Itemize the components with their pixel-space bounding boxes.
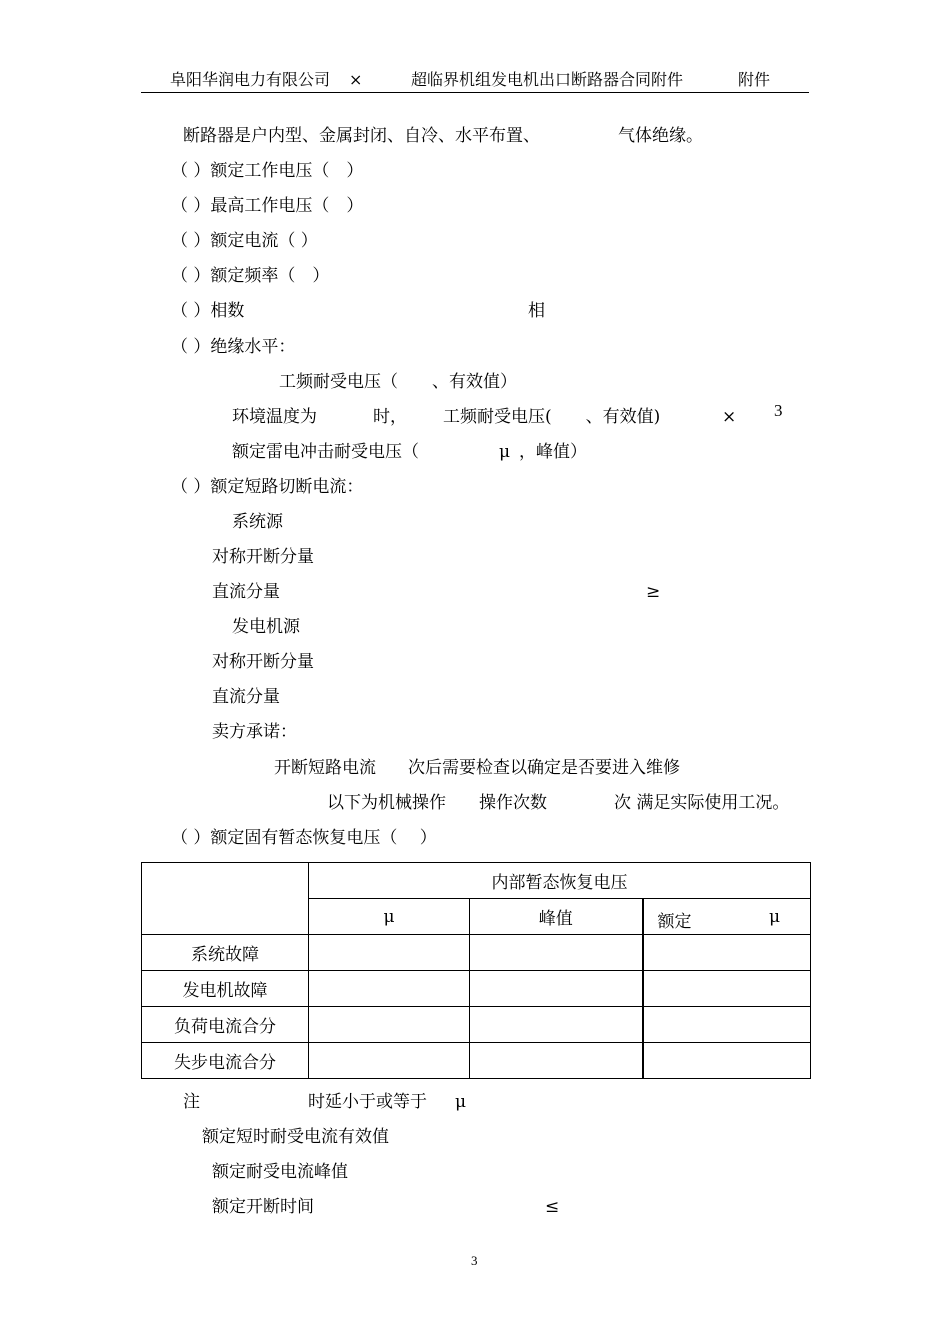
seller-commitment-label: 卖方承诺： — [212, 722, 297, 742]
ambient-temp-label: 环境温度为 — [232, 407, 317, 427]
dc-component-2: 直流分量 — [212, 687, 280, 707]
insulation-level-line: （ ）绝缘水平： — [171, 337, 296, 357]
power-frequency-withstand: 工频耐受电压（ 、有效值） — [279, 372, 517, 392]
note-delay-text: 时延小于或等于 — [308, 1092, 427, 1112]
table-row — [142, 971, 811, 1007]
short-circuit-breaking-line: （ ）额定短路切断电流： — [171, 477, 364, 497]
dc-component-ge: ≥ — [646, 582, 661, 602]
header-company: 阜阳华润电力有限公司 — [170, 70, 331, 89]
header-rule — [141, 92, 809, 93]
lightning-impulse-mu: μ — [499, 442, 511, 462]
table-row — [142, 1007, 811, 1043]
short-time-withstand-current: 额定短时耐受电流有效值 — [202, 1127, 389, 1147]
rated-break-time: 额定开断时间 — [212, 1197, 314, 1217]
page-number: 3 — [471, 1253, 478, 1268]
row-label-system-fault: 系统故障 — [142, 935, 309, 971]
trv-title: （ ）额定固有暂态恢复电压（ ） — [171, 828, 437, 848]
trv-col-rated-label: 额定 — [657, 912, 692, 932]
mechanical-operation: 以下为机械操作 — [327, 793, 446, 813]
symmetric-component-2: 对称开断分量 — [212, 652, 314, 672]
trv-col-peak: 峰值 — [470, 899, 643, 935]
trv-group-header: 内部暂态恢复电压 — [309, 863, 811, 899]
trv-table — [141, 862, 811, 1079]
rated-voltage-line: （ ）额定工作电压（ ） — [171, 161, 364, 181]
table-row — [142, 1043, 811, 1079]
generator-source-label: 发电机源 — [232, 617, 300, 637]
trv-col-mu: μ — [309, 899, 470, 935]
ambient-factor: 3 — [774, 401, 783, 420]
table-corner-cell — [142, 863, 309, 935]
intro-text: 断路器是户内型、金属封闭、自冷、水平布置、 — [183, 126, 540, 146]
symmetric-component-1: 对称开断分量 — [212, 547, 314, 567]
row-label-load-current: 负荷电流合分 — [142, 1007, 309, 1043]
commit-maintenance: 次后需要检查以确定是否要进入维修 — [408, 758, 680, 778]
header-section: 附件 — [738, 70, 771, 89]
commit-short-circuit: 开断短路电流 — [274, 758, 376, 778]
max-voltage-line: （ ）最高工作电压（ ） — [171, 196, 364, 216]
operation-count-unit: 次 满足实际使用工况。 — [614, 793, 790, 813]
ambient-multiply-symbol: × — [722, 407, 737, 427]
row-label-out-of-phase: 失步电流合分 — [142, 1043, 309, 1079]
phase-count-label: （ ）相数 — [171, 301, 245, 321]
system-source-label: 系统源 — [232, 512, 283, 532]
peak-withstand-current: 额定耐受电流峰值 — [212, 1162, 348, 1182]
trv-col-rated-mu: μ — [768, 907, 781, 927]
table-row — [142, 935, 811, 971]
trv-col-rated — [643, 899, 811, 935]
ambient-power-freq-withstand: 工频耐受电压( 、有效值) — [443, 407, 661, 427]
row-label-generator-fault: 发电机故障 — [142, 971, 309, 1007]
ambient-temp-when: 时， — [373, 407, 407, 427]
phase-count-unit: 相 — [528, 301, 545, 321]
rated-current-line: （ ）额定电流（ ） — [171, 231, 318, 251]
intro-text-end: 气体绝缘。 — [618, 126, 703, 146]
note-delay-mu: μ — [455, 1092, 467, 1112]
rated-frequency-line: （ ）额定频率（ ） — [171, 266, 330, 286]
header-contract-title: 超临界机组发电机出口断路器合同附件 — [411, 70, 684, 89]
header-symbol: × — [349, 70, 363, 89]
note-label: 注 — [183, 1092, 200, 1112]
break-time-le: ≤ — [545, 1197, 560, 1217]
lightning-impulse-label: 额定雷电冲击耐受电压（ — [232, 442, 419, 462]
lightning-impulse-peak: ，峰值） — [519, 442, 587, 462]
dc-component-1: 直流分量 — [212, 582, 280, 602]
operation-count-label: 操作次数 — [479, 793, 547, 813]
